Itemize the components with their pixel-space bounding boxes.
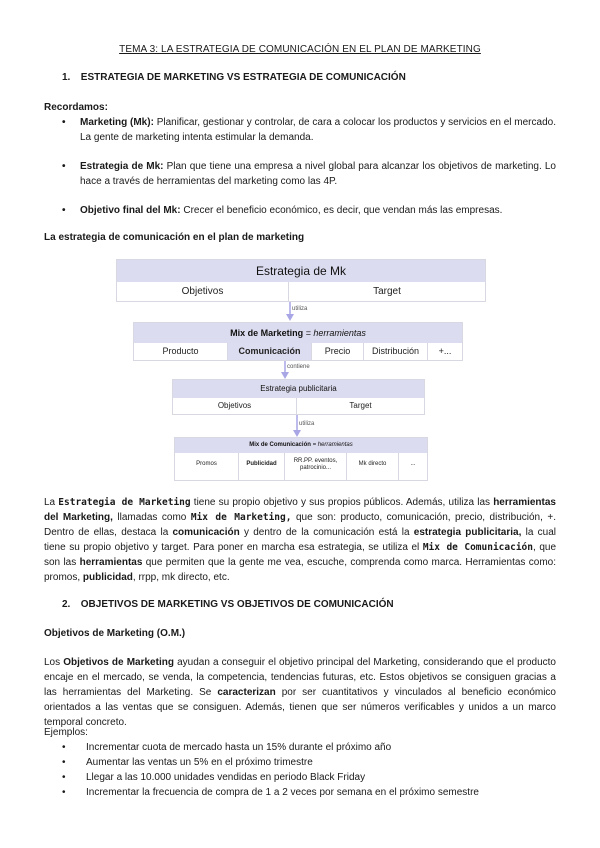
ejemplos-label: Ejemplos:	[44, 727, 88, 738]
bullet-text: Plan que tiene una empresa a nivel global para alcanzar los objetivos de marketing. Lo hace a través de herramientas del marketing como las 4P.	[80, 161, 556, 187]
bold-term: caracterizan	[217, 687, 276, 698]
mix-marketing-cells	[134, 343, 462, 360]
connector-label-1: utiliza	[292, 306, 308, 312]
bold-term: Objetivos de Marketing	[63, 657, 174, 668]
cell-target: Target	[349, 401, 372, 410]
text-run: ayudan a conseguir el objetivo principal del Marketing, considerando que el producto encaje en el mercado, se venda, la competencia, tendencias futuras, etc. Estos objetivos se consiguen gracias a las herramientas del Marketing. Se	[44, 657, 556, 698]
connector-label-3: utiliza	[299, 421, 315, 427]
text-run: tiene su propio objetivo y sus propios públicos. Además, utiliza las	[190, 497, 494, 508]
mix-comunicacion-title-rest: = herramientas	[310, 442, 353, 448]
bullet-objetivo-final	[62, 203, 556, 218]
mix-marketing-box	[133, 322, 463, 361]
section-1-number: 1.	[62, 72, 71, 83]
section-2-number: 2.	[62, 599, 71, 610]
bullet-term: Objetivo final del Mk:	[80, 205, 181, 216]
mix-comunicacion-box	[174, 437, 428, 481]
cell-promos: Promos	[175, 453, 239, 480]
text-run: , rrpp, mk directo, etc.	[132, 572, 230, 583]
mix-comunicacion-title	[175, 438, 427, 453]
connector-arrow-1	[286, 314, 294, 321]
paragraph-estrategia	[44, 495, 556, 585]
estrategia-publicitaria-cells	[173, 398, 424, 414]
bullet-text: Crecer el beneficio económico, es decir, que vendan más las empresas.	[180, 205, 503, 216]
section-2-title: OBJETIVOS DE MARKETING VS OBJETIVOS DE COMUNICACIÓN	[80, 599, 394, 610]
list-item: • Aumentar las ventas un 5% en el próximo trimestre	[62, 755, 556, 770]
bold-term: herramientas del Marketing,	[44, 497, 556, 523]
cell-distribucion: Distribución	[364, 343, 428, 360]
bold-term: Estrategia de Marketing	[58, 497, 191, 508]
cell-producto: Producto	[134, 343, 228, 360]
cell-publicidad: Publicidad	[239, 453, 285, 480]
text-run: la cual tiene su propio objetivo y target. Para poner en marcha esa estrategia, se utiliza el	[44, 527, 556, 553]
bold-term: Mix de Comunicación	[422, 542, 533, 553]
paragraph-objetivos	[44, 655, 556, 730]
connector-label-2: contiene	[287, 364, 310, 370]
cell-mas: +...	[438, 346, 452, 356]
text-run: que permiten que la gente me vea, escuche, comprenda como marca. Herramientas como: promos,	[44, 557, 556, 583]
bold-term: Mix de Marketing,	[190, 512, 292, 523]
cell-precio: Precio	[312, 343, 364, 360]
cell-rrpp: RR.PP. eventos, patrocinio...	[285, 453, 347, 480]
mix-marketing-title	[134, 323, 462, 343]
recordamos-label: Recordamos:	[44, 102, 108, 113]
mix-marketing-title-bold: Mix de Marketing	[230, 328, 304, 338]
text-run: por ser cuantitativos y vinculados al beneficio económico orientados a las ventas que se consiguen. Además, tienen que ser números verificables y unidos a un marco temporal concreto.	[44, 687, 556, 728]
subheading-estrategia-comunicacion: La estrategia de comunicación en el plan de marketing	[44, 232, 305, 243]
section-1-title: ESTRATEGIA DE MARKETING VS ESTRATEGIA DE COMUNICACIÓN	[80, 72, 406, 83]
section-1-heading	[62, 72, 406, 83]
bold-term: comunicación	[172, 527, 240, 538]
bullet-term: Marketing (Mk):	[80, 117, 154, 128]
bullet-estrategia	[62, 159, 556, 189]
subheading-objetivos-marketing: Objetivos de Marketing (O.M.)	[44, 628, 186, 639]
estrategia-mk-title: Estrategia de Mk	[117, 260, 485, 282]
cell-comunicacion: Comunicación	[228, 343, 312, 360]
text-run: que son: producto, comunicación, precio, distribución, +. Dentro de ellas, destaca la	[44, 512, 556, 538]
estrategia-publicitaria-title: Estrategia publicitaria	[173, 380, 424, 398]
text-run: llamadas como	[112, 512, 191, 523]
text-run: Los	[44, 657, 64, 668]
estrategia-publicitaria-box	[172, 379, 425, 415]
bold-term: herramientas	[79, 557, 143, 568]
document-title: TEMA 3: LA ESTRATEGIA DE COMUNICACIÓN EN EL PLAN DE MARKETING	[119, 44, 481, 55]
estrategia-mk-cells	[117, 282, 485, 302]
bullet-term: Estrategia de Mk:	[80, 161, 164, 172]
estrategia-mk-box	[116, 259, 486, 302]
cell-objetivos: Objetivos	[117, 282, 289, 302]
text-run: , que son las	[44, 542, 556, 568]
cell-mk-directo: Mk directo	[347, 453, 399, 480]
cell-target: Target	[373, 286, 401, 297]
list-item: • Llegar a las 10.000 unidades vendidas en periodo Black Friday	[62, 770, 556, 785]
mix-comunicacion-cells	[175, 453, 427, 480]
text-run: y dentro de la comunicación está la	[239, 527, 414, 538]
list-item: • Incrementar cuota de mercado hasta un 15% durante el próximo año	[62, 740, 556, 755]
connector-arrow-3	[293, 430, 301, 437]
bullet-marketing	[62, 115, 556, 145]
text-run: La	[44, 497, 59, 508]
bold-term: publicidad	[82, 572, 133, 583]
bullet-text: Planificar, gestionar y controlar, de cara a colocar los productos y servicios en el mercado. La gente de marketing intenta estimular la demanda.	[80, 117, 556, 143]
mix-marketing-title-rest: = herramientas	[303, 328, 366, 338]
section-2-heading	[62, 599, 394, 610]
mix-comunicacion-title-bold: Mix de Comunicación	[249, 442, 311, 448]
list-item: • Incrementar la frecuencia de compra de 1 a 2 veces por semana en el próximo semestre	[62, 785, 556, 800]
examples-list	[62, 740, 556, 800]
connector-arrow-2	[281, 372, 289, 379]
bold-term: estrategia publicitaria,	[413, 527, 522, 538]
cell-etc: ...	[410, 461, 416, 467]
cell-objetivos: Objetivos	[173, 398, 297, 414]
